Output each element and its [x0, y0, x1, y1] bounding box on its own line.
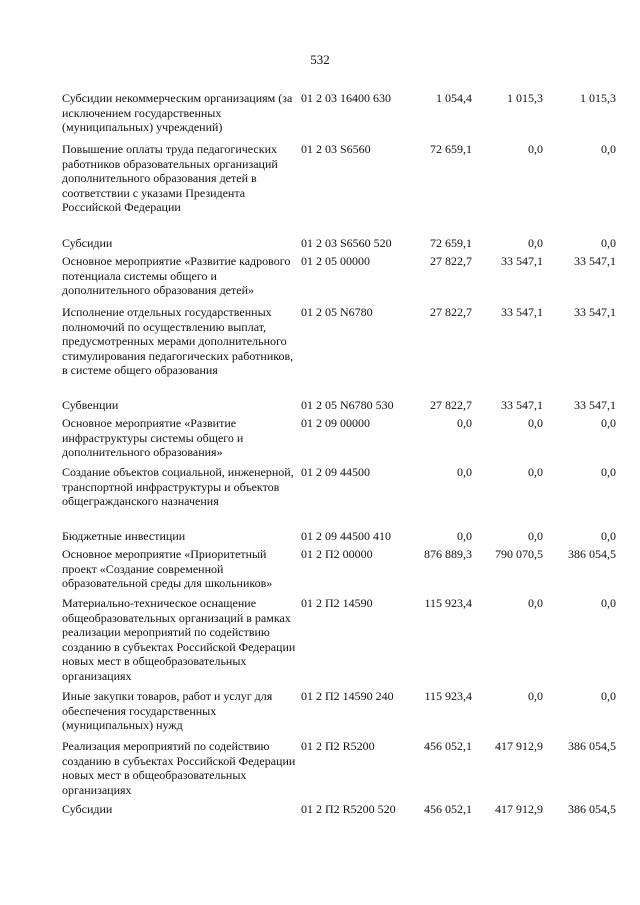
row-name: Основное мероприятие «Приоритетный проект «Создание современной образовательной среды для школьников»	[62, 547, 273, 590]
row-code: 01 2 09 00000	[301, 416, 370, 430]
row-value-3: 0,0	[601, 529, 616, 543]
row-name: Субвенции	[62, 398, 119, 412]
row-name: Материально-техническое оснащение общеобразовательных организаций в рамках реализации мероприятий по содействию созданию в субъектах Российской Федерации новых мест в общеобразовательных организациях	[62, 596, 296, 683]
page-number: 532	[310, 52, 330, 67]
row-name: Реализация мероприятий по содействию созданию в субъектах Российской Федерации новых мест в общеобразовательных организациях	[62, 739, 296, 797]
row-value-2: 1 015,3	[507, 91, 543, 105]
row-name: Субсидии	[62, 802, 113, 816]
row-value-1: 456 052,1	[424, 802, 472, 816]
row-code: 01 2 03 S6560 520	[301, 236, 392, 250]
row-value-2: 0,0	[528, 689, 543, 703]
row-value-2: 0,0	[528, 529, 543, 543]
row-value-3: 1 015,3	[580, 91, 616, 105]
row-value-3: 386 054,5	[568, 802, 616, 816]
row-value-2: 33 547,1	[501, 305, 543, 319]
row-value-3: 33 547,1	[574, 398, 616, 412]
row-value-3: 33 547,1	[574, 254, 616, 268]
row-value-1: 1 054,4	[436, 91, 472, 105]
row-value-2: 0,0	[528, 596, 543, 610]
row-value-2: 33 547,1	[501, 254, 543, 268]
row-value-1: 27 822,7	[430, 254, 472, 268]
row-value-1: 72 659,1	[430, 142, 472, 156]
row-code: 01 2 05 N6780	[301, 305, 373, 319]
row-name: Субсидии некоммерческим организациям (за исключением государственных (муниципальных) учреждений)	[62, 91, 293, 134]
row-code: 01 2 09 44500	[301, 465, 370, 479]
row-value-3: 386 054,5	[568, 739, 616, 753]
row-name: Основное мероприятие «Развитие кадрового потенциала системы общего и дополнительного образования детей»	[62, 254, 291, 297]
row-value-3: 386 054,5	[568, 547, 616, 561]
row-code: 01 2 П2 R5200	[301, 739, 375, 753]
row-name: Исполнение отдельных государственных полномочий по осуществлению выплат, предусмотренных мерами дополнительного стимулирования педагогических работников, в системе общего образования	[62, 305, 294, 377]
row-value-1: 115 923,4	[424, 596, 472, 610]
row-value-2: 417 912,9	[495, 739, 543, 753]
row-code: 01 2 09 44500 410	[301, 529, 391, 543]
row-value-2: 0,0	[528, 142, 543, 156]
row-value-1: 0,0	[457, 529, 472, 543]
row-name: Иные закупки товаров, работ и услуг для обеспечения государственных (муниципальных) нужд	[62, 689, 273, 732]
row-value-3: 33 547,1	[574, 305, 616, 319]
row-value-3: 0,0	[601, 142, 616, 156]
row-value-1: 115 923,4	[424, 689, 472, 703]
row-value-3: 0,0	[601, 596, 616, 610]
row-code: 01 2 03 16400 630	[301, 91, 391, 105]
row-code: 01 2 05 N6780 530	[301, 398, 394, 412]
row-value-1: 876 889,3	[424, 547, 472, 561]
row-value-3: 0,0	[601, 689, 616, 703]
row-value-1: 27 822,7	[430, 305, 472, 319]
row-value-1: 456 052,1	[424, 739, 472, 753]
row-value-3: 0,0	[601, 416, 616, 430]
row-code: 01 2 П2 14590 240	[301, 689, 394, 703]
row-value-3: 0,0	[601, 465, 616, 479]
row-value-2: 0,0	[528, 236, 543, 250]
row-code: 01 2 05 00000	[301, 254, 370, 268]
row-value-1: 72 659,1	[430, 236, 472, 250]
row-value-1: 27 822,7	[430, 398, 472, 412]
row-name: Основное мероприятие «Развитие инфраструктуры системы общего и дополнительного образования»	[62, 416, 244, 459]
row-name: Повышение оплаты труда педагогических работников образовательных организаций дополнительного образования детей в соответствии с указами Президента Российской Федерации	[62, 142, 278, 214]
row-code: 01 2 03 S6560	[301, 142, 371, 156]
row-value-1: 0,0	[457, 465, 472, 479]
row-code: 01 2 П2 00000	[301, 547, 373, 561]
row-value-2: 0,0	[528, 416, 543, 430]
row-name: Бюджетные инвестиции	[62, 529, 186, 543]
row-value-1: 0,0	[457, 416, 472, 430]
row-value-2: 790 070,5	[495, 547, 543, 561]
row-code: 01 2 П2 14590	[301, 596, 373, 610]
row-value-2: 417 912,9	[495, 802, 543, 816]
row-name: Создание объектов социальной, инженерной, транспортной инфраструктуры и объектов общегражданского назначения	[62, 465, 294, 508]
row-value-2: 0,0	[528, 465, 543, 479]
row-value-2: 33 547,1	[501, 398, 543, 412]
row-code: 01 2 П2 R5200 520	[301, 802, 396, 816]
row-value-3: 0,0	[601, 236, 616, 250]
row-name: Субсидии	[62, 236, 113, 250]
